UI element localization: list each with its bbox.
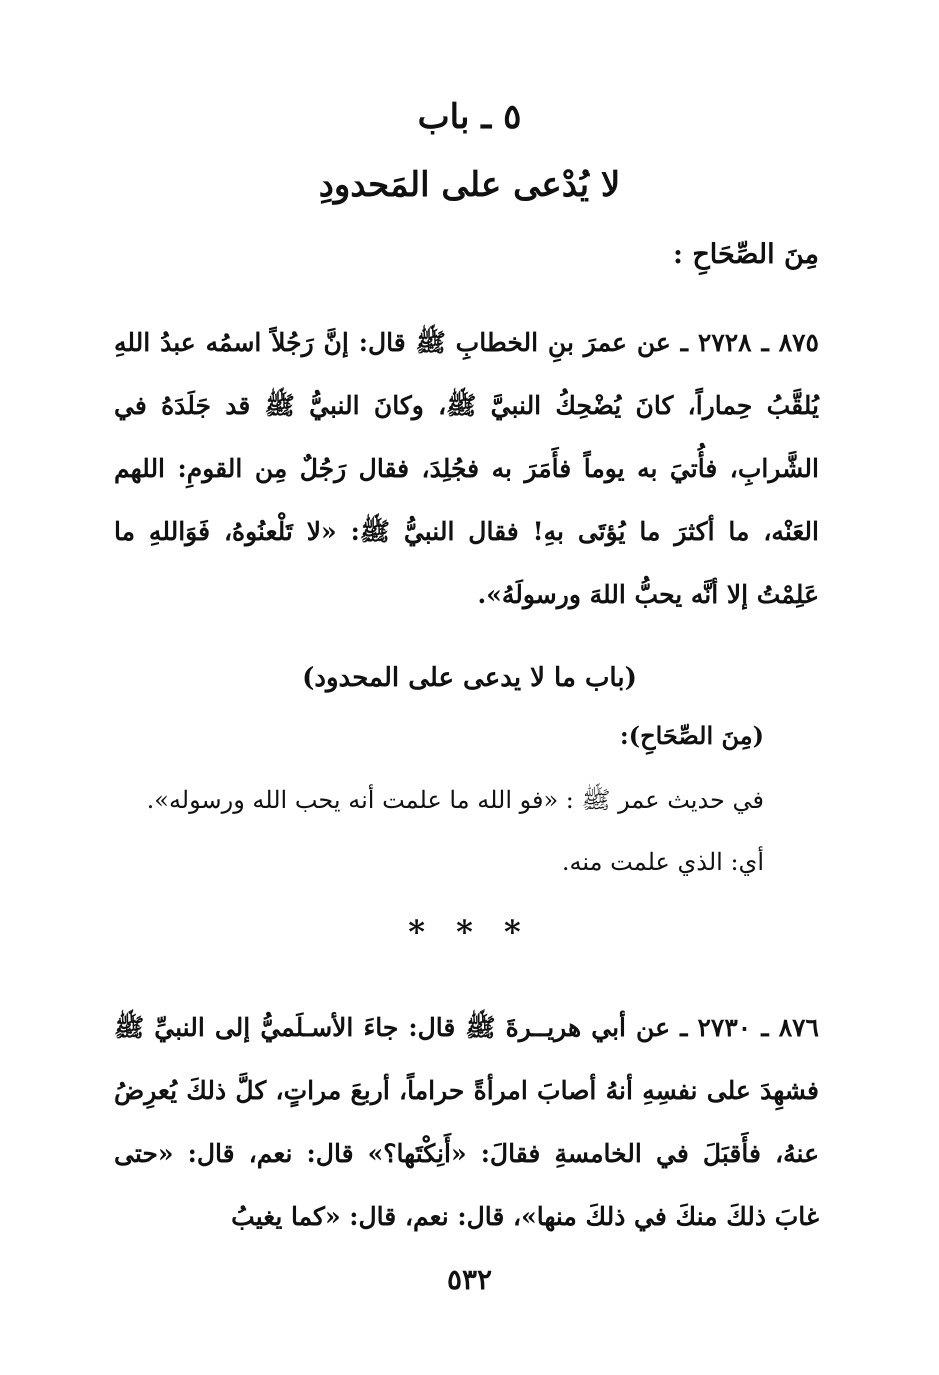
page-number: ٥٣٢ [446, 1263, 493, 1296]
hadith-875: ٨٧٥ ـ ٢٧٢٨ ـ عن عمرَ بنِ الخطابِ ﷺ قال: إنَّ رَجُلاً اسمُه عبدُ اللهِ يُلقَّبُ حِماراً، كانَ يُضْحِكُ النبيَّ ﷺ، وكانَ النبيُّ ﷺ قد جَلَدَهُ في الشَّرابِ، فأُتيَ به يوماً فأَمَرَ به فجُلِدَ، فقال رَجُلٌ مِن القومِ: اللهم العَنْه، ما أكثرَ ما يُؤتَى بهِ! فقال النبيُّ ﷺ: «لا تَلْعنُوهُ، فَوَاللهِ ما عَلِمْتُ إلا أنَّه يحبُّ اللهَ ورسولَهُ». [114, 328, 819, 609]
chapter-title: لا يُدْعى على المَحدودِ [318, 165, 621, 205]
commentary-line-2: أي: الذي علمت منه. [561, 848, 764, 876]
chapter-number: ٥ ـ باب [417, 97, 522, 137]
commentary-title: (باب ما لا يدعى على المحدود) [302, 663, 637, 693]
hadith-876: ٨٧٦ ـ ٢٧٣٠ ـ عن أبي هريــرةَ ﷺ قال: جاءَ الأسـلَميُّ إلى النبيِّ ﷺ فشهِدَ على نفسِهِ أنهُ أصابَ امرأةً حراماً، أربعَ مراتٍ، كلَّ ذلكَ يُعرِضُ عنهُ، فأَقبَلَ في الخامسةِ فقالَ: «أَنِكْتَها؟» قال: نعم، قال: «حتى غابَ ذلكَ منكَ في ذلكَ منها»، قال: نعم، قال: «كما يغيبُ [114, 1013, 819, 1231]
section-label-sahih: مِنَ الصِّحَاحِ : [672, 239, 819, 270]
section-separator: * * * [408, 913, 531, 951]
commentary-line-1: في حديث عمر ﷺ : «فو الله ما علمت أنه يحب الله ورسوله». [146, 786, 764, 814]
commentary-label: (مِنَ الصِّحَاحِ): [619, 721, 764, 750]
